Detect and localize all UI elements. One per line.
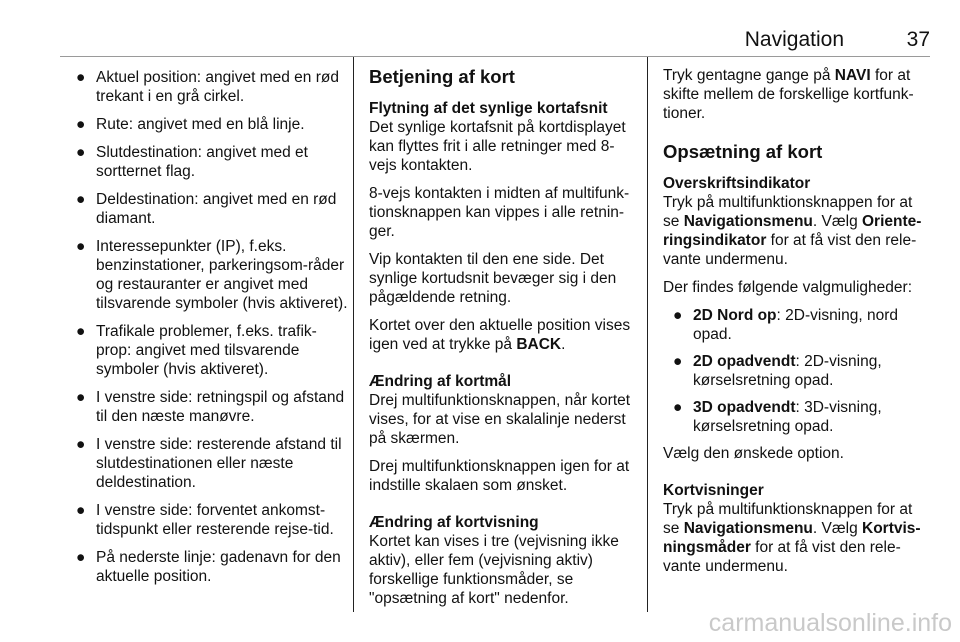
subsection-title-map-scale: Ændring af kortmål	[369, 373, 512, 390]
list-item: ● I venstre side: forventet ankomst-tidspunkt eller resterende rejse-tid.	[76, 502, 334, 538]
list-item: ● I venstre side: retningspil og afstand til den næste manøvre.	[76, 389, 345, 425]
bullet-icon: ●	[76, 191, 86, 208]
subsection-title-move-map: Flytning af det synlige kortafsnit	[369, 100, 608, 117]
list-item: ● Deldestination: angivet med en rød diamant.	[76, 191, 337, 227]
section-title-map-setup: Opsætning af kort	[663, 141, 823, 162]
paragraph: Drej multifunktionsknappen igen for at indstille skalaen som ønsket.	[369, 458, 630, 494]
list-item: ● I venstre side: resterende afstand til slutdestinationen eller næste deldestination.	[76, 436, 342, 491]
back-key-label: BACK	[516, 336, 562, 353]
list-item: ● Trafikale problemer, f.eks. trafik-prop: angivet med tilsvarende symboler (hvis aktiveret).	[76, 323, 317, 378]
bullet-icon: ●	[76, 69, 86, 86]
paragraph: Tryk gentagne gange på NAVI for at skifte mellem de forskellige kortfunk-tioner.	[663, 67, 914, 122]
column-3	[663, 66, 931, 585]
bullet-icon: ●	[673, 353, 683, 370]
header-divider	[60, 56, 930, 57]
column-2	[369, 66, 639, 617]
bullet-icon: ●	[76, 144, 86, 161]
paragraph: Drej multifunktionsknappen, når kortet vises, for at vise en skalalinje nederst på skærmen.	[369, 392, 631, 447]
paragraph: Kortet over den aktuelle position vises igen ved at trykke på BACK.	[369, 317, 631, 353]
paragraph: Vælg den ønskede option.	[663, 445, 844, 462]
paragraph: Vip kontakten til den ene side. Det synlige kortudsnit bevæger sig i den pågældende retning.	[369, 251, 617, 306]
list-item: ● 3D opadvendt: 3D-visning, kørselsretning opad.	[673, 399, 882, 435]
column-divider-2	[647, 57, 648, 612]
options-list	[663, 306, 931, 436]
list-item: ● På nederste linje: gadenavn for den aktuelle position.	[76, 549, 341, 585]
bullet-icon: ●	[76, 238, 86, 255]
list-item: ● Aktuel position: angivet med en rød trekant i en grå cirkel.	[76, 69, 339, 105]
map-symbols-list	[74, 68, 349, 586]
subsection-title-map-views: Kortvisninger	[663, 482, 764, 499]
list-item: ● 2D Nord op: 2D-visning, nord opad.	[673, 307, 899, 343]
bullet-icon: ●	[76, 502, 86, 519]
column-1	[74, 68, 349, 595]
subsection-title-map-view: Ændring af kortvisning	[369, 514, 539, 531]
page-title: Navigation	[744, 28, 844, 51]
column-divider-1	[353, 57, 354, 612]
list-item: ● Rute: angivet med en blå linje.	[76, 116, 305, 133]
paragraph: Det synlige kortafsnit på kortdisplayet kan flyttes frit i alle retninger med 8-vejs kontakten.	[369, 119, 626, 174]
section-title-map-operation: Betjening af kort	[369, 66, 515, 87]
bullet-icon: ●	[673, 399, 683, 416]
list-item: ● 2D opadvendt: 2D-visning, kørselsretning opad.	[673, 353, 882, 389]
bullet-icon: ●	[673, 307, 683, 324]
bullet-icon: ●	[76, 323, 86, 340]
bullet-icon: ●	[76, 116, 86, 133]
watermark: carmanualsonline.info	[708, 609, 952, 637]
subsection-title-heading-indicator: Overskriftsindikator	[663, 175, 811, 192]
navi-key-label: NAVI	[834, 67, 871, 84]
paragraph: Tryk på multifunktionsknappen for at se Navigationsmenu. Vælg Oriente-ringsindikator for at få vist den rele-vante undermenu.	[663, 194, 922, 268]
bullet-icon: ●	[76, 389, 86, 406]
paragraph: Tryk på multifunktionsknappen for at se Navigationsmenu. Vælg Kortvis-ningsmåder for at få vist den rele-vante undermenu.	[663, 501, 921, 575]
list-item: ● Interessepunkter (IP), f.eks. benzinstationer, parkeringsom-råder og restauranter er angivet med tilsvarende symboler (hvis aktiveret).	[76, 238, 348, 312]
list-item: ● Slutdestination: angivet med et sortternet flag.	[76, 144, 308, 180]
page-number: 37	[906, 28, 930, 51]
paragraph: 8-vejs kontakten i midten af multifunk-tionsknappen kan vippes i alle retnin-ger.	[369, 185, 630, 240]
paragraph: Kortet kan vises i tre (vejvisning ikke aktiv), eller fem (vejvisning aktiv) forskellige funktionsmåder, se "opsætning af kort" nedenfor.	[369, 533, 619, 607]
page-header	[60, 26, 930, 56]
paragraph: Der findes følgende valgmuligheder:	[663, 279, 912, 296]
bullet-icon: ●	[76, 436, 86, 453]
bullet-icon: ●	[76, 549, 86, 566]
